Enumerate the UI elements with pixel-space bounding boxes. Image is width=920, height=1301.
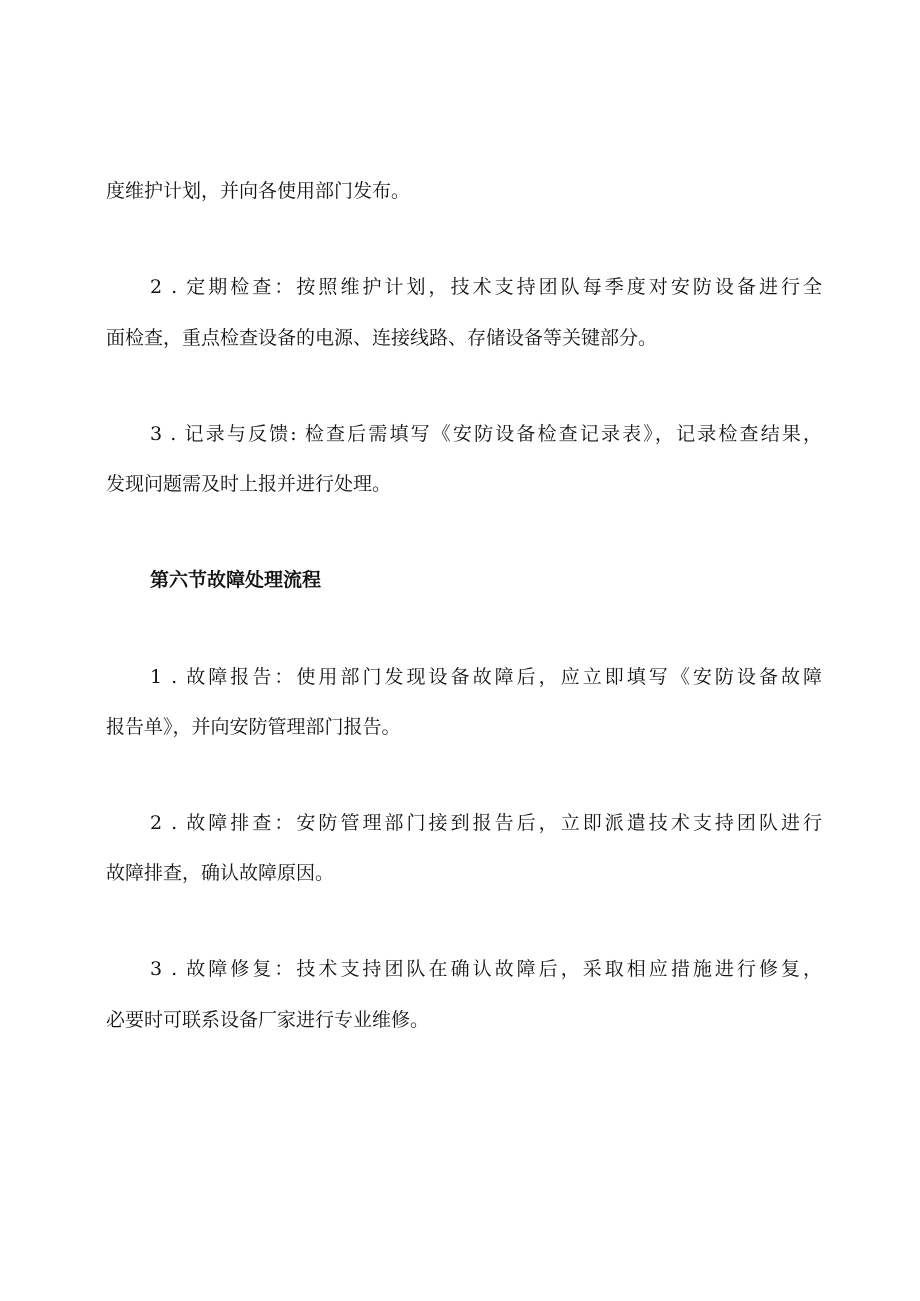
item-3-fault-repair-line-2: 必要时可联系设备厂家进行专业维修。 [106, 1009, 430, 1031]
item-2-regular-inspection-line-2: 面检查，重点检查设备的电源、连接线路、存储设备等关键部分。 [106, 327, 658, 349]
item-3-fault-repair-line-1: 3 . 故障修复：技术支持团队在确认故障后，采取相应措施进行修复， [150, 958, 822, 980]
item-1-fault-report-line-1: 1 . 故障报告：使用部门发现设备故障后，应立即填写《安防设备故障 [150, 666, 822, 688]
paragraph-continuation-line: 度维护计划，并向各使用部门发布。 [106, 180, 411, 202]
item-2-regular-inspection-line-1: 2 . 定期检查：按照维护计划，技术支持团队每季度对安防设备进行全 [150, 276, 822, 298]
item-1-fault-report-line-2: 报告单》，并向安防管理部门报告。 [106, 716, 401, 738]
item-3-record-feedback-line-2: 发现问题需及时上报并进行处理。 [106, 473, 392, 495]
item-3-record-feedback-line-1: 3 . 记录与反馈: 检查后需填写《安防设备检查记录表》，记录检查结果， [150, 423, 822, 445]
section-heading: 第六节故障处理流程 [150, 569, 322, 591]
item-2-fault-diagnosis-line-1: 2 . 故障排查：安防管理部门接到报告后，立即派遣技术支持团队进行 [150, 812, 822, 834]
item-2-fault-diagnosis-line-2: 故障排查，确认故障原因。 [106, 862, 335, 884]
